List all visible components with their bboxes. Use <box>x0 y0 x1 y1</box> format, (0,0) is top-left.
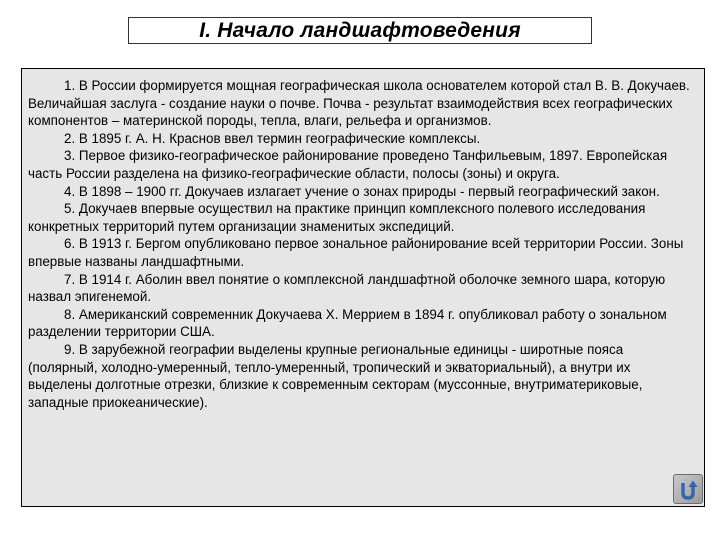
return-arrow-icon <box>676 477 700 501</box>
paragraph-9: 9. В зарубежной географии выделены крупные региональные единицы - широтные пояса (полярный, холодно-умеренный, тепло-умеренный, тропический и экваториальный), а внутри их выделены долготные отрезки, близкие к современным секторам (муссонные, внутриматериковые, западные приокеанические). <box>28 341 643 410</box>
paragraph-7: 7. В 1914 г. Аболин ввел понятие о комплексной ландшафтной оболочке земного шара, которую назвал эпигенемой. <box>28 271 666 305</box>
title-box <box>128 17 592 44</box>
paragraph-5: 5. Докучаев впервые осуществил на практике принцип комплексного полевого исследования конкретных территорий путем организации знаменитых экспедиций. <box>28 201 646 234</box>
paragraph-6: 6. В 1913 г. Бергом опубликовано первое зональное районирование всей территории России. Зоны впервые названы ландшафтными. <box>28 236 684 269</box>
content-box <box>21 68 705 507</box>
slide-title: I. Начало ландшафтоведения <box>199 18 521 42</box>
paragraph-2: 2. В 1895 г. А. Н. Краснов ввел термин географические комплексы. <box>64 130 481 146</box>
paragraph-8: 8. Американский современник Докучаева Х. Меррием в 1894 г. опубликовал работу о зональном разделении территории США. <box>28 306 667 340</box>
return-button[interactable] <box>673 474 703 504</box>
paragraph-3: 3. Первое физико-географическое районирование проведено Танфильевым, 1897. Европейская часть России разделена на физико-географические области, полосы (зоны) и округа. <box>28 148 668 181</box>
paragraph-4: 4. В 1898 – 1900 гг. Докучаев излагает учение о зонах природы - первый географический закон. <box>64 183 660 199</box>
paragraph-1: 1. В России формируется мощная географическая школа основателем которой стал В. В. Докучаев. Величайшая заслуга - создание науки о почве. Почва - результат взаимодействия всех географических компонентов – материнской породы, тепла, влаги, рельефа и организмов. <box>28 78 690 129</box>
